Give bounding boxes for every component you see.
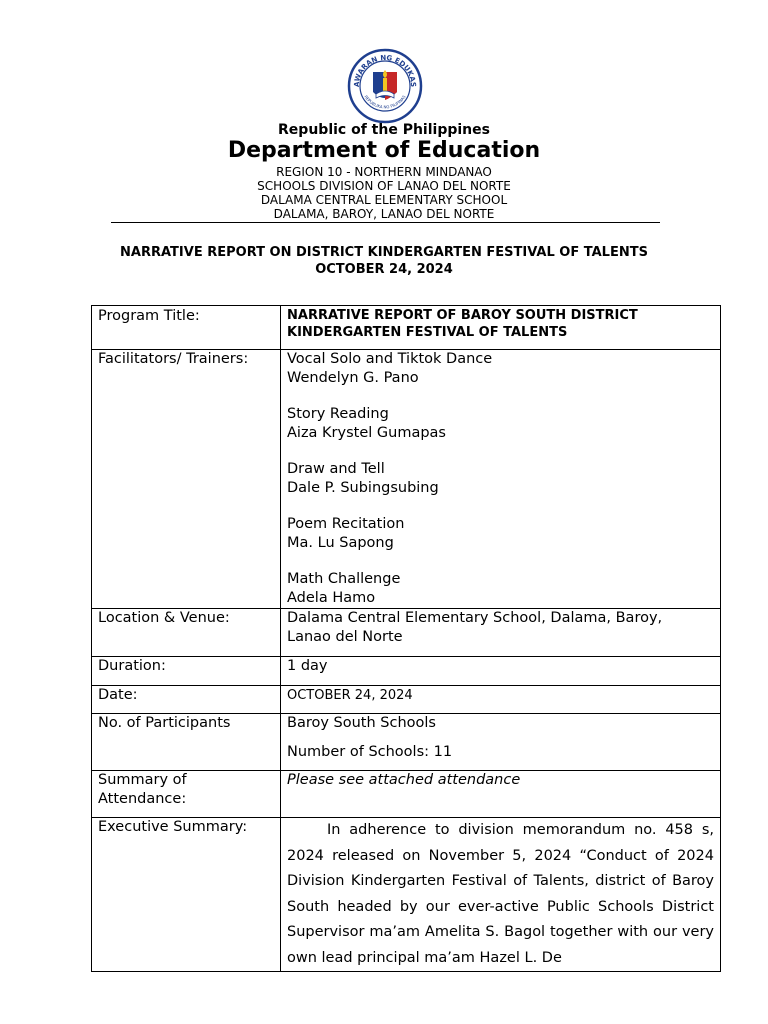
region-line: REGION 10 - NORTHERN MINDANAO <box>276 165 492 179</box>
report-details-table <box>91 305 721 972</box>
facilitator-name: Ma. Lu Sapong <box>287 535 394 551</box>
school-line: DALAMA CENTRAL ELEMENTARY SCHOOL <box>260 193 508 207</box>
facilitator-event: Math Challenge <box>287 571 401 587</box>
duration-label: Duration: <box>92 657 281 686</box>
facilitator-name: Adela Hamo <box>287 590 376 606</box>
facilitators-label: Facilitators/ Trainers: <box>92 350 281 609</box>
header-divider <box>111 222 660 223</box>
report-title: NARRATIVE REPORT ON DISTRICT KINDERGARTEN FESTIVAL OF TALENTS <box>120 245 648 260</box>
program-title-value: NARRATIVE REPORT OF BAROY SOUTH DISTRICT KINDERGARTEN FESTIVAL OF TALENTS <box>281 306 721 350</box>
facilitator-event: Poem Recitation <box>287 516 405 532</box>
duration-row <box>92 657 721 686</box>
facilitator-name: Dale P. Subingsubing <box>287 480 439 496</box>
program-title-row <box>92 306 721 350</box>
facilitator-name: Aiza Krystel Gumapas <box>287 425 446 441</box>
participants-value: Baroy South Schools Number of Schools: 11 <box>281 714 721 771</box>
executive-summary-text: In adherence to division memorandum no. 458 s, 2024 released on November 5, 2024 “Conduct of 2024 Division Kindergarten Festival of Talents, district of Baroy South headed by our ever-active Public Schools District Supervisor ma’am Amelita S. Bagol together with our very own lead principal ma’am Hazel L. De <box>281 818 721 972</box>
facilitators-row <box>92 350 721 609</box>
deped-seal-icon <box>347 48 423 124</box>
department-heading: Department of Education <box>227 138 541 163</box>
date-label: Date: <box>92 686 281 714</box>
date-row <box>92 686 721 714</box>
location-row <box>92 609 721 657</box>
deped-seal <box>347 48 423 124</box>
facilitator-event: Draw and Tell <box>287 461 385 477</box>
location-label: Location & Venue: <box>92 609 281 657</box>
svg-text:KAGAWARAN NG EDUKASYON: AWARAN NG EDUKAS <box>352 53 418 88</box>
duration-value: 1 day <box>281 657 721 686</box>
executive-summary-row <box>92 818 721 972</box>
date-value: OCTOBER 24, 2024 <box>281 686 721 714</box>
svg-text:REPUBLIKA NG PILIPINAS: REPUBLIKA NG PILIPINAS <box>363 94 407 110</box>
attendance-value: Please see attached attendance <box>281 771 721 818</box>
division-line: SCHOOLS DIVISION OF LANAO DEL NORTE <box>257 179 511 193</box>
executive-summary-label: Executive Summary: <box>92 818 281 972</box>
facilitator-name: Wendelyn G. Pano <box>287 370 419 386</box>
participants-row <box>92 714 721 771</box>
program-title-label: Program Title: <box>92 306 281 350</box>
address-line: DALAMA, BAROY, LANAO DEL NORTE <box>273 207 495 221</box>
participants-label: No. of Participants <box>92 714 281 771</box>
attendance-label: Summary of Attendance: <box>92 771 281 818</box>
republic-heading: Republic of the Philippines <box>278 122 490 138</box>
report-date: OCTOBER 24, 2024 <box>315 262 453 277</box>
facilitator-event: Story Reading <box>287 406 389 422</box>
attendance-row <box>92 771 721 818</box>
location-value: Dalama Central Elementary School, Dalama, Baroy, Lanao del Norte <box>281 609 721 657</box>
facilitator-event: Vocal Solo and Tiktok Dance <box>287 351 493 367</box>
facilitators-list <box>281 350 721 609</box>
